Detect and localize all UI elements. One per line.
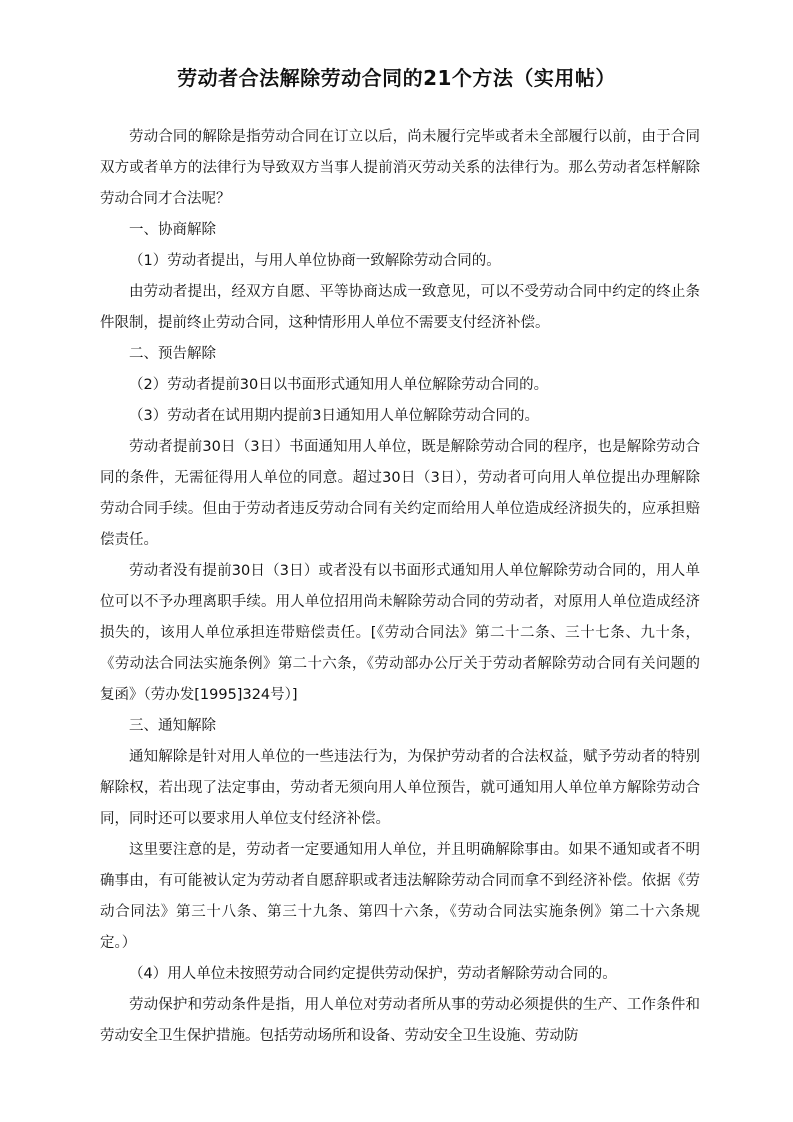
body-paragraph: 通知解除是针对用人单位的一些违法行为，为保护劳动者的合法权益，赋予劳动者的特别解除权，若出现了法定事由，劳动者无须向用人单位预告，就可通知用人单位单方解除劳动合同，同时还可以要求用人单位支付经济补偿。 [100, 749, 700, 827]
body-paragraph: 由劳动者提出，经双方自愿、平等协商达成一致意见，可以不受劳动合同中约定的终止条件限制，提前终止劳动合同，这种情形用人单位不需要支付经济补偿。 [100, 284, 700, 331]
section-heading-negotiated: 一、协商解除 [129, 222, 216, 238]
method-item-2: （2）劳动者提前30日以书面形式通知用人单位解除劳动合同的。 [129, 377, 549, 393]
body-paragraph: 劳动保护和劳动条件是指，用人单位对劳动者所从事的劳动必须提供的生产、工作条件和劳动安全卫生保护措施。包括劳动场所和设备、劳动安全卫生设施、劳动防 [100, 997, 700, 1044]
body-paragraph: 劳动者提前30日（3日）书面通知用人单位，既是解除劳动合同的程序，也是解除劳动合同的条件，无需征得用人单位的同意。超过30日（3日），劳动者可向用人单位提出办理解除劳动合同手续。但由于劳动者违反劳动合同有关约定而给用人单位造成经济损失的，应承担赔偿责任。 [100, 439, 700, 548]
document-body [100, 122, 700, 1052]
method-item-3: （3）劳动者在试用期内提前3日通知用人单位解除劳动合同的。 [129, 408, 539, 424]
method-item-4: （4）用人单位未按照劳动合同约定提供劳动保护，劳动者解除劳动合同的。 [129, 966, 617, 982]
body-paragraph: 这里要注意的是，劳动者一定要通知用人单位，并且明确解除事由。如果不通知或者不明确事由，有可能被认定为劳动者自愿辞职或者违法解除劳动合同而拿不到经济补偿。依据《劳动合同法》第三十八条、第三十九条、第四十六条，《劳动合同法实施条例》第二十六条规定。） [100, 842, 700, 951]
section-heading-notification: 三、通知解除 [129, 718, 216, 734]
intro-paragraph: 劳动合同的解除是指劳动合同在订立以后，尚未履行完毕或者未全部履行以前，由于合同双方或者单方的法律行为导致双方当事人提前消灭劳动关系的法律行为。那么劳动者怎样解除劳动合同才合法呢？ [100, 129, 700, 207]
body-paragraph: 劳动者没有提前30日（3日）或者没有以书面形式通知用人单位解除劳动合同的，用人单位可以不予办理离职手续。用人单位招用尚未解除劳动合同的劳动者，对原用人单位造成经济损失的，该用人单位承担连带赔偿责任。[《劳动合同法》第二十二条、三十七条、九十条，《劳动法合同法实施条例》第二十六条，《劳动部办公厅关于劳动者解除劳动合同有关问题的复函》（劳办发[1995]324号）] [100, 563, 700, 703]
document-title: 劳动者合法解除劳动合同的21个方法（实用帖） [177, 66, 616, 90]
method-item-1: （1）劳动者提出，与用人单位协商一致解除劳动合同的。 [129, 253, 501, 269]
section-heading-advance-notice: 二、预告解除 [129, 346, 216, 362]
